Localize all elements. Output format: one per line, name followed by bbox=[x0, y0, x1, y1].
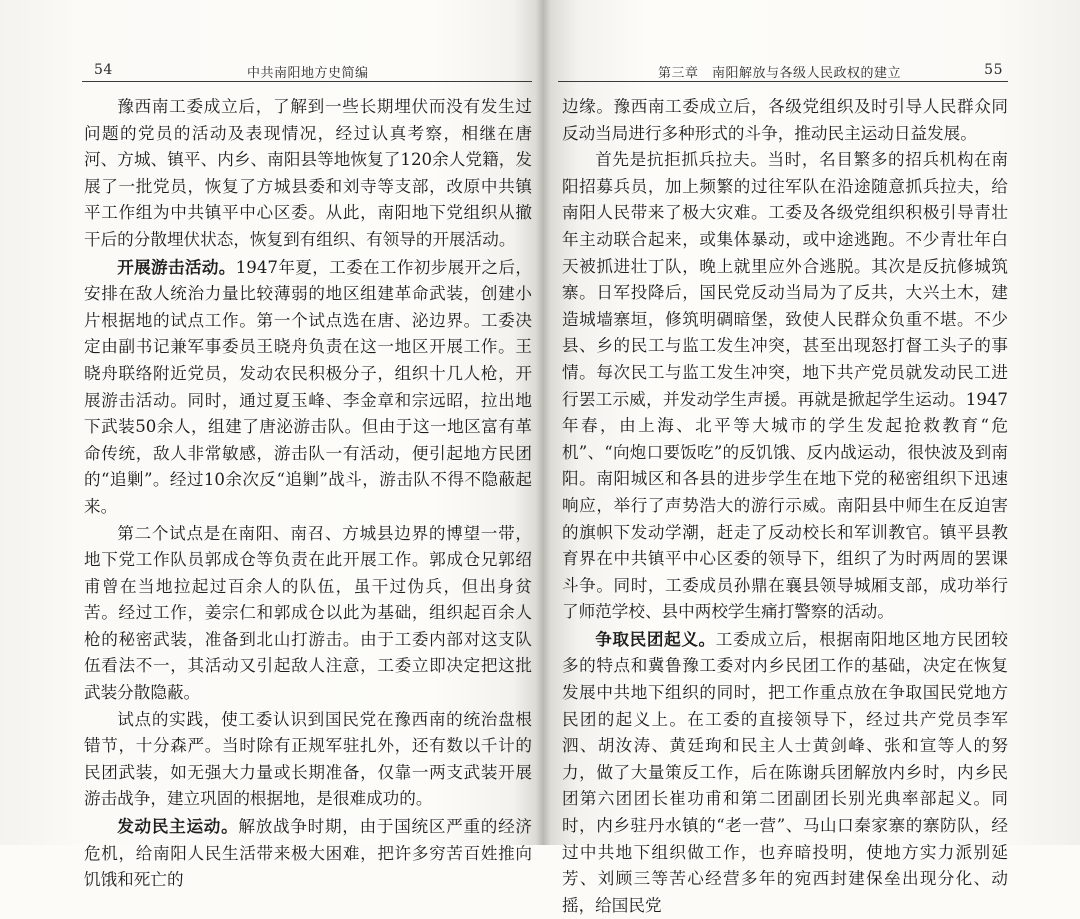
paragraph bbox=[562, 626, 1008, 919]
paragraph bbox=[84, 94, 532, 254]
section-heading: 发动民主运动。 bbox=[117, 816, 239, 837]
left-page-number: 54 bbox=[94, 62, 113, 78]
left-page-header bbox=[82, 56, 532, 82]
paragraph-text: 1947年夏，工委在工作初步展开之后，安排在敌人统治力量比较薄弱的地区组建革命武装，创建小片根据地的试点工作。第一个试点选在唐、泌边界。工委决定由副书记兼军事委员王晓舟负责在这一地区开展工作。王晓舟联络附近党员，发动农民积极分子，组织十几人枪，开展游击活动。同时，通过夏玉峰、李金章和宗远昭，拉出地下武装50余人，组建了唐泌游击队。但由于这一地区富有革命传统，敌人非常敏感，游击队一有活动，便引起地方民团的“追剿”。经过10余次反“追剿”战斗，游击队不得不隐蔽起来。 bbox=[84, 257, 533, 516]
paragraph-text: 豫西南工委成立后，了解到一些长期埋伏而没有发生过问题的党员的活动及表现情况，经过认真考察，相继在唐河、方城、镇平、内乡、南阳县等地恢复了120余人党籍，发展了一批党员，恢复了方城县委和刘寺等支部，改原中共镇平工作组为中共镇平中心区委。从此，南阳地下党组织从撤干后的分散埋伏状态，恢复到有组织、有领导的开展活动。 bbox=[84, 97, 532, 249]
paragraph-text: 第二个试点是在南阳、南召、方城县边界的博望一带，地下党工作队员郭成仓等负责在此开展工作。郭成仓兄郭绍甫曾在当地拉起过百余人的队伍，虽干过伪兵，但出身贫苦。经过工作，姜宗仁和郭成仓以此为基础，组织起百余人枪的秘密武装，准备到北山打游击。由于工委内部对这支队伍看法不一，其活动又引起敌人注意，工委立即决定把这批武装分散隐蔽。 bbox=[84, 523, 532, 703]
right-page-body bbox=[562, 94, 1008, 919]
paragraph bbox=[84, 521, 532, 707]
left-header-rule bbox=[82, 81, 532, 82]
paragraph bbox=[562, 94, 1008, 147]
paragraph bbox=[84, 813, 532, 894]
right-page-number: 55 bbox=[984, 62, 1003, 78]
paragraph-text: 解放战争时期，由于国统区严重的经济危机，给南阳人民生活带来极大困难，把许多穷苦百姓推向饥饿和死亡的 bbox=[84, 817, 533, 890]
section-heading: 争取民团起义。 bbox=[595, 628, 716, 649]
paragraph-text: 边缘。豫西南工委成立后，各级党组织及时引导人民群众同反动当局进行多种形式的斗争，推动民主运动日益发展。 bbox=[562, 97, 1008, 143]
right-header-rule bbox=[558, 81, 1008, 82]
left-page bbox=[0, 0, 541, 890]
paragraph bbox=[84, 254, 532, 521]
paragraph-text: 首先是抗拒抓兵拉夫。当时，名目繁多的招兵机构在南阳招募兵员，加上频繁的过往军队在沿途随意抓兵拉夫，给南阳人民带来了极大灾难。工委及各级党组织积极引导青壮年主动联合起来，或集体暴动，或中途逃跑。不少青壮年白天被抓进壮丁队，晚上就里应外合逃脱。其次是反抗修城筑寨。日军投降后，国民党反动当局为了反共，大兴土木，建造城墙寨垣，修筑明碉暗堡，致使人民群众负重不堪。不少县、乡的民工与监工发生冲突，甚至出现怒打督工头子的事情。每次民工与监工发生冲突，地下共产党员就发动民工进行罢工示威，并发动学生声援。再就是掀起学生运动。1947年春，由上海、北平等大城市的学生发起抢救教育“危机”、“向炮口要饭吃”的反饥饿、反内战运动，很快波及到南阳。南阳城区和各县的进步学生在地下党的秘密组织下迅速响应，举行了声势浩大的游行示威。南阳县中师生在反迫害的旗帜下发动学潮，赶走了反动校长和军训教官。镇平县教育界在中共镇平中心区委的领导下，组织了为时两周的罢课斗争。同时，工委成员孙鼎在襄县领导城厢支部，成功举行了师范学校、县中两校学生痛打警察的活动。 bbox=[562, 150, 1008, 622]
paragraph bbox=[84, 707, 532, 813]
left-page-body bbox=[84, 94, 532, 894]
paragraph-text: 试点的实践，使工委认识到国民党在豫西南的统治盘根错节，十分森严。当时除有正规军驻扎外，还有数以千计的民团武装，如无强大力量或长期准备，仅靠一两支武装开展游击战争，建立巩固的根据地，是很难成功的。 bbox=[84, 709, 532, 809]
right-running-header: 第三章 南阳解放与各级人民政权的建立 bbox=[658, 66, 902, 81]
right-page-header bbox=[558, 56, 1008, 82]
paragraph bbox=[562, 147, 1008, 626]
right-page bbox=[548, 0, 1080, 915]
left-running-header: 中共南阳地方史简编 bbox=[247, 66, 369, 81]
section-heading: 开展游击活动。 bbox=[117, 256, 236, 277]
paragraph-text: 工委成立后，根据南阳地区地方民团较多的特点和冀鲁豫工委对内乡民团工作的基础，决定在恢复发展中共地下组织的同时，把工作重点放在争取国民党地方民团的起义上。在工委的直接领导下，经过共产党员李军泗、胡汝涛、黄廷珣和民主人士黄剑峰、张和宣等人的努力，做了大量策反工作，后在陈谢兵团解放内乡时，内乡民团第六团团长崔功甫和第二团副团长别光典率部起义。同时，内乡驻丹水镇的“老一营”、马山口秦家寨的寨防队，经过中共地下组织做工作，也弃暗投明，使地方实力派别延芳、刘顾三等苦心经营多年的宛西封建保垒出现分化、动摇，给国民党 bbox=[562, 629, 1009, 915]
